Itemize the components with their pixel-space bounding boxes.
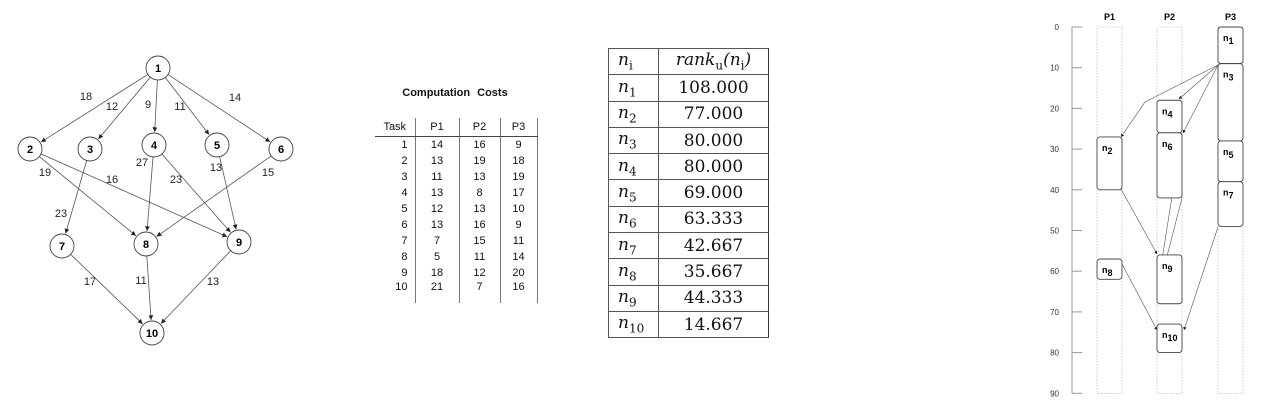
processor-lane-p1 xyxy=(1097,27,1122,393)
cost-cell-p2: 11 xyxy=(459,249,500,265)
task-box xyxy=(1157,255,1182,304)
task-box xyxy=(1218,182,1243,227)
cost-cell-p3: 20 xyxy=(500,265,537,281)
schedule-gantt-chart xyxy=(1030,0,1285,411)
processor-label-p1: P1 xyxy=(1103,12,1116,22)
node-label: 5 xyxy=(213,140,221,152)
dependency-arrow xyxy=(1183,65,1218,133)
table-row xyxy=(375,281,537,303)
axis-tick-label: 60 xyxy=(1050,267,1059,277)
task-node-6 xyxy=(269,137,293,161)
cost-cell-p1: 11 xyxy=(415,169,459,185)
cost-cell-p2: 15 xyxy=(459,233,500,249)
edge-weight-label: 23 xyxy=(169,174,183,186)
table-row xyxy=(609,101,769,127)
cost-cell-p1: 13 xyxy=(415,153,459,169)
rank-value-cell: 80.000 xyxy=(659,154,769,180)
task-box-label: n4 xyxy=(1162,106,1173,120)
rank-value-cell: 42.667 xyxy=(659,233,769,259)
cost-cell-p2: 13 xyxy=(459,201,500,217)
node-label: 6 xyxy=(277,144,285,156)
task-box-label: n9 xyxy=(1162,260,1173,274)
edge-9-10 xyxy=(161,251,231,324)
node-label: 4 xyxy=(150,140,158,152)
scheduled-task-n6 xyxy=(1157,133,1182,198)
cost-cell-p1: 13 xyxy=(415,185,459,201)
task-id-cell: 10 xyxy=(395,281,408,293)
node-label: 3 xyxy=(86,144,94,156)
table-row xyxy=(609,259,769,285)
edge-weight-label: 23 xyxy=(54,208,68,220)
axis-tick-label: 0 xyxy=(1054,23,1059,32)
column-header-node: $n_i$ xyxy=(609,49,659,75)
task-box-label: n3 xyxy=(1223,69,1234,83)
edge-weight-label: 18 xyxy=(79,91,93,103)
cost-cell-p3: 18 xyxy=(500,153,537,169)
task-id-cell: 2 xyxy=(401,155,408,167)
edge-weight-label: 11 xyxy=(174,101,186,113)
scheduled-task-n5 xyxy=(1218,141,1243,182)
dependency-arrow xyxy=(1166,198,1182,260)
task-graph-canvas xyxy=(0,0,320,411)
cost-cell-p2: 16 xyxy=(459,217,500,233)
node-name-cell: $n_3$ xyxy=(609,127,659,153)
table-row xyxy=(375,265,537,281)
node-name-cell: $n_{10}$ xyxy=(609,311,659,337)
edge-8-10 xyxy=(147,256,151,320)
cost-cell-p2: 13 xyxy=(459,169,500,185)
cost-cell-p2: 12 xyxy=(459,265,500,281)
cost-cell-p3: 10 xyxy=(500,201,537,217)
column-header-p1: P1 xyxy=(415,118,459,137)
cost-cell-p2: 19 xyxy=(459,153,500,169)
node-name-cell: $n_8$ xyxy=(609,259,659,285)
table-row xyxy=(609,180,769,206)
node-label: 1 xyxy=(154,63,162,75)
table-row xyxy=(609,311,769,337)
processor-label-p2: P2 xyxy=(1163,12,1176,22)
cost-cell-p3: 14 xyxy=(500,249,537,265)
task-id-cell: 1 xyxy=(401,139,408,151)
task-id-cell: 9 xyxy=(401,267,408,279)
task-graph xyxy=(0,0,320,411)
edge-weight-label: 27 xyxy=(135,157,149,169)
node-name-cell: $n_9$ xyxy=(609,285,659,311)
rank-value-cell: 35.667 xyxy=(659,259,769,285)
task-box-label: n8 xyxy=(1102,264,1113,278)
rank-value-cell: 77.000 xyxy=(659,101,769,127)
node-name-cell: $n_2$ xyxy=(609,101,659,127)
table-row xyxy=(375,201,537,217)
cost-cell-p1: 5 xyxy=(415,249,459,265)
column-header-rank: $rank_u(n_i)$ xyxy=(659,49,769,75)
node-name-cell: $n_4$ xyxy=(609,154,659,180)
table-row xyxy=(609,206,769,232)
task-box-label: n5 xyxy=(1223,146,1234,160)
axis-tick-label: 10 xyxy=(1050,63,1059,73)
task-id-cell: 8 xyxy=(401,251,408,263)
cost-cell-p2: 16 xyxy=(459,137,500,154)
task-node-10 xyxy=(140,321,164,345)
dependency-arrow xyxy=(1121,189,1157,254)
edge-1-4 xyxy=(155,80,158,132)
scheduled-task-n7 xyxy=(1218,182,1243,227)
edge-2-9 xyxy=(38,154,227,237)
table-row xyxy=(609,285,769,311)
task-node-2 xyxy=(18,137,42,161)
rank-value-cell: 108.000 xyxy=(659,75,769,101)
edge-weight-label: 15 xyxy=(261,167,275,179)
task-box-label: n1 xyxy=(1223,33,1234,46)
edge-weight-label: 13 xyxy=(206,276,220,288)
task-node-1 xyxy=(146,56,170,80)
table-header-row xyxy=(609,49,769,75)
edge-weight-label: 16 xyxy=(105,174,119,186)
task-id-cell: 7 xyxy=(401,235,408,247)
table-row xyxy=(609,154,769,180)
axis-tick-label: 80 xyxy=(1050,348,1059,358)
node-label: 7 xyxy=(58,241,66,253)
axis-tick-label: 50 xyxy=(1050,226,1059,236)
node-name-cell: $n_6$ xyxy=(609,206,659,232)
computation-costs-title: Computation Costs xyxy=(402,87,508,99)
task-node-3 xyxy=(78,137,102,161)
table-row xyxy=(375,169,537,185)
table-header-row xyxy=(375,118,537,137)
schedule-canvas xyxy=(1030,0,1285,411)
upward-rank-table xyxy=(608,48,769,338)
task-box-label: n6 xyxy=(1162,138,1173,152)
table-row xyxy=(375,137,537,154)
processor-label-p3: P3 xyxy=(1224,12,1237,22)
node-label: 2 xyxy=(26,144,34,156)
cost-cell-p3: 17 xyxy=(500,185,537,201)
cost-cell-p3: 9 xyxy=(500,217,537,233)
axis-tick-label: 30 xyxy=(1050,145,1059,155)
node-name-cell: $n_5$ xyxy=(609,180,659,206)
scheduled-task-n8 xyxy=(1097,259,1122,279)
cost-cell-p1: 13 xyxy=(415,217,459,233)
scheduled-task-n1 xyxy=(1218,27,1243,64)
table-row xyxy=(375,233,537,249)
edge-weight-label: 19 xyxy=(38,167,52,179)
edge-7-10 xyxy=(71,254,143,324)
axis-tick-label: 70 xyxy=(1050,307,1059,317)
cost-cell-p3: 19 xyxy=(500,169,537,185)
task-node-4 xyxy=(142,133,166,157)
edge-weight-label: 13 xyxy=(209,162,223,174)
task-node-9 xyxy=(227,230,251,254)
edge-2-8 xyxy=(39,157,136,236)
task-node-8 xyxy=(134,232,158,256)
table-row xyxy=(609,127,769,153)
task-id-cell: 3 xyxy=(401,171,408,183)
edge-1-5 xyxy=(165,78,209,135)
edge-weight-label: 17 xyxy=(83,276,97,288)
axis-tick-label: 90 xyxy=(1050,389,1059,399)
task-id-cell: 5 xyxy=(401,203,408,215)
column-header-p2: P2 xyxy=(459,118,500,137)
rank-value-cell: 69.000 xyxy=(659,180,769,206)
table-row xyxy=(375,217,537,233)
cost-cell-p1: 7 xyxy=(415,233,459,249)
cost-cell-p1: 14 xyxy=(415,137,459,154)
cost-cell-p3: 9 xyxy=(500,137,537,154)
rank-value-cell: 14.667 xyxy=(659,311,769,337)
task-node-7 xyxy=(50,234,74,258)
cost-cell-p1: 18 xyxy=(415,265,459,281)
column-header-p3: P3 xyxy=(500,118,537,137)
task-box xyxy=(1218,141,1243,182)
table-row xyxy=(375,249,537,265)
task-node-5 xyxy=(205,133,229,157)
cost-cell-p2: 8 xyxy=(459,185,500,201)
table-row xyxy=(609,233,769,259)
node-label: 9 xyxy=(235,237,243,249)
edge-weight-label: 9 xyxy=(144,99,152,111)
edge-weight-label: 12 xyxy=(105,101,119,113)
task-id-cell: 6 xyxy=(401,219,408,231)
node-name-cell: $n_1$ xyxy=(609,75,659,101)
task-box-label: n7 xyxy=(1223,187,1234,201)
edge-weight-label: 14 xyxy=(228,92,242,104)
scheduled-task-n2 xyxy=(1097,137,1122,190)
rank-value-cell: 44.333 xyxy=(659,285,769,311)
task-box xyxy=(1097,137,1122,190)
scheduled-task-n3 xyxy=(1218,64,1243,141)
table-row xyxy=(375,153,537,169)
dependency-arrow xyxy=(1121,262,1157,330)
cost-cell-p3: 11 xyxy=(500,233,537,249)
edge-weight-label: 11 xyxy=(135,275,147,287)
rank-value-cell: 63.333 xyxy=(659,206,769,232)
task-box-label: n10 xyxy=(1162,330,1178,344)
scheduled-task-n9 xyxy=(1157,255,1182,304)
table-row xyxy=(375,185,537,201)
rank-value-cell: 80.000 xyxy=(659,127,769,153)
edge-3-7 xyxy=(66,161,87,234)
axis-tick-label: 40 xyxy=(1050,185,1059,195)
node-name-cell: $n_7$ xyxy=(609,233,659,259)
node-label: 8 xyxy=(142,239,150,251)
edge-1-2 xyxy=(41,74,148,142)
task-id-cell: 4 xyxy=(401,187,408,199)
scheduled-task-n4 xyxy=(1157,100,1182,133)
cost-cell-p1: 21 xyxy=(415,281,459,303)
task-box-label: n2 xyxy=(1102,142,1113,156)
cost-cell-p1: 12 xyxy=(415,201,459,217)
dependency-arrow xyxy=(1184,227,1218,330)
computation-costs-table xyxy=(375,118,538,303)
cost-cell-p3: 16 xyxy=(500,281,537,303)
table-row xyxy=(609,75,769,101)
scheduled-task-n10 xyxy=(1157,324,1182,352)
column-header-task: Task xyxy=(375,118,415,137)
axis-tick-label: 20 xyxy=(1050,104,1059,114)
cost-cell-p2: 7 xyxy=(459,281,500,303)
node-label: 10 xyxy=(145,328,159,340)
